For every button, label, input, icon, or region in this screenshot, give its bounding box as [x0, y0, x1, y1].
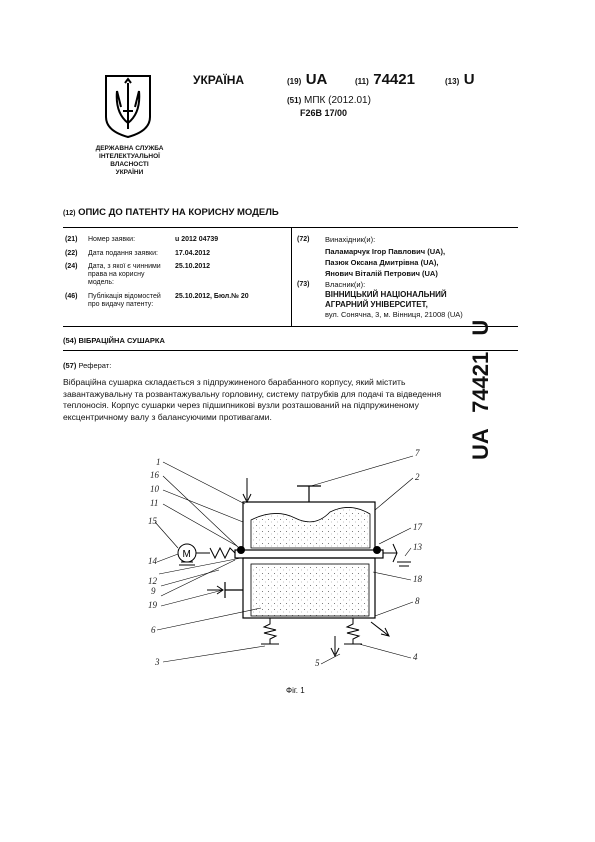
right-base [397, 562, 411, 566]
label-6: 6 [151, 625, 156, 635]
figure-drawing [135, 440, 435, 680]
label-1: 1 [156, 457, 161, 467]
outlet-arrow-mid [331, 636, 339, 656]
invention-title: (54) ВІБРАЦІЙНА СУШАРКА [63, 336, 165, 345]
divider [63, 326, 518, 327]
label-19: 19 [148, 600, 157, 610]
field-21-value: u 2012 04739 [175, 236, 219, 243]
leader-lines [155, 456, 413, 664]
label-5: 5 [315, 658, 320, 668]
field-46: (46) [65, 293, 78, 300]
middle-plate [235, 550, 383, 558]
country-name: УКРАЇНА [193, 73, 245, 87]
label-12: 12 [148, 576, 157, 586]
motor-label: М [182, 549, 191, 560]
field-22: (22) [65, 250, 78, 257]
field-73-label: Власник(и): [325, 280, 366, 289]
label-11: 11 [150, 498, 159, 508]
lower-material [251, 564, 369, 616]
label-7: 7 [415, 448, 420, 458]
label-9: 9 [151, 586, 156, 596]
spring-right [344, 618, 362, 644]
owner-address: вул. Сонячна, 3, м. Вінниця, 21008 (UA) [325, 310, 463, 319]
inlet-arrow [243, 478, 251, 502]
patent-figure [135, 440, 435, 680]
code-19: (19) UA [287, 71, 328, 88]
label-16: 16 [150, 470, 159, 480]
label-8: 8 [415, 596, 420, 606]
right-counterweight [383, 544, 397, 562]
drive-shaft [196, 548, 235, 558]
owner: ВІННИЦЬКИЙ НАЦІОНАЛЬНИЙ АГРАРНИЙ УНІВЕРСИТЕТ, [325, 290, 447, 309]
abstract-text: Вібраційна сушарка складається з підпружиненого барабанного корпусу, який містить завантажувальну та розвантажувальну горловину, систему патрубків для подачі та відведення теплоносія. Корпус сушарки через підшипникові вузли розташований на підпружиненому ексцентричному валу з балансуючими противагами. [63, 377, 442, 422]
document-title: (12) ОПИС ДО ПАТЕНТУ НА КОРИСНУ МОДЕЛЬ [63, 207, 279, 218]
upper-material [251, 507, 370, 548]
label-17: 17 [413, 522, 422, 532]
inventors-list: Паламарчук Ігор Павлович (UA), Пазюк Оксана Дмитрівна (UA), Янович Віталій Петрович (UA) [325, 247, 446, 278]
label-10: 10 [150, 484, 159, 494]
label-3: 3 [155, 657, 160, 667]
field-21: (21) [65, 236, 78, 243]
abstract-label: (57) Реферат: [63, 361, 112, 370]
top-nozzle [297, 486, 321, 502]
label-2: 2 [415, 472, 420, 482]
patent-number: (11) 74421 [355, 71, 415, 88]
column-divider [291, 227, 292, 326]
field-72: (72) [297, 236, 310, 243]
field-73: (73) [297, 281, 310, 288]
bearing-right [373, 546, 381, 554]
left-arrow [207, 586, 223, 594]
left-nozzle [225, 582, 243, 598]
field-46-value: 25.10.2012, Бюл.№ 20 [175, 293, 249, 300]
label-14: 14 [148, 556, 157, 566]
ipc-class: F26B 17/00 [300, 108, 348, 118]
field-24-value: 25.10.2012 [175, 263, 211, 270]
ipc-classification: (51) МПК (2012.01) [287, 95, 371, 106]
code-13: (13) U [445, 71, 475, 88]
field-24-label: Дата, з якої є чинними права на корисну модель: [88, 263, 161, 286]
agency-name: ДЕРЖАВНА СЛУЖБА ІНТЕЛЕКТУАЛЬНОЇ ВЛАСНОСТІ УКРАЇНИ [95, 145, 164, 176]
field-22-label: Дата подання заявки: [88, 250, 158, 257]
label-18: 18 [413, 574, 422, 584]
label-13: 13 [413, 542, 422, 552]
motor-base [179, 562, 195, 565]
side-patent-label: UA 74421 U [468, 319, 493, 460]
divider [63, 350, 518, 351]
state-emblem-logo [103, 73, 153, 139]
field-46-label: Публікація відомостей про видачу патенту: [88, 293, 161, 308]
field-24: (24) [65, 263, 78, 270]
spring-left [261, 618, 279, 644]
field-21-label: Номер заявки: [88, 236, 136, 243]
field-22-value: 17.04.2012 [175, 250, 211, 257]
label-15: 15 [148, 516, 157, 526]
label-4: 4 [413, 652, 418, 662]
field-72-label: Винахідник(и): [325, 235, 376, 244]
figure-caption: Фіг. 1 [286, 686, 305, 695]
outlet-arrow-right [371, 622, 389, 636]
